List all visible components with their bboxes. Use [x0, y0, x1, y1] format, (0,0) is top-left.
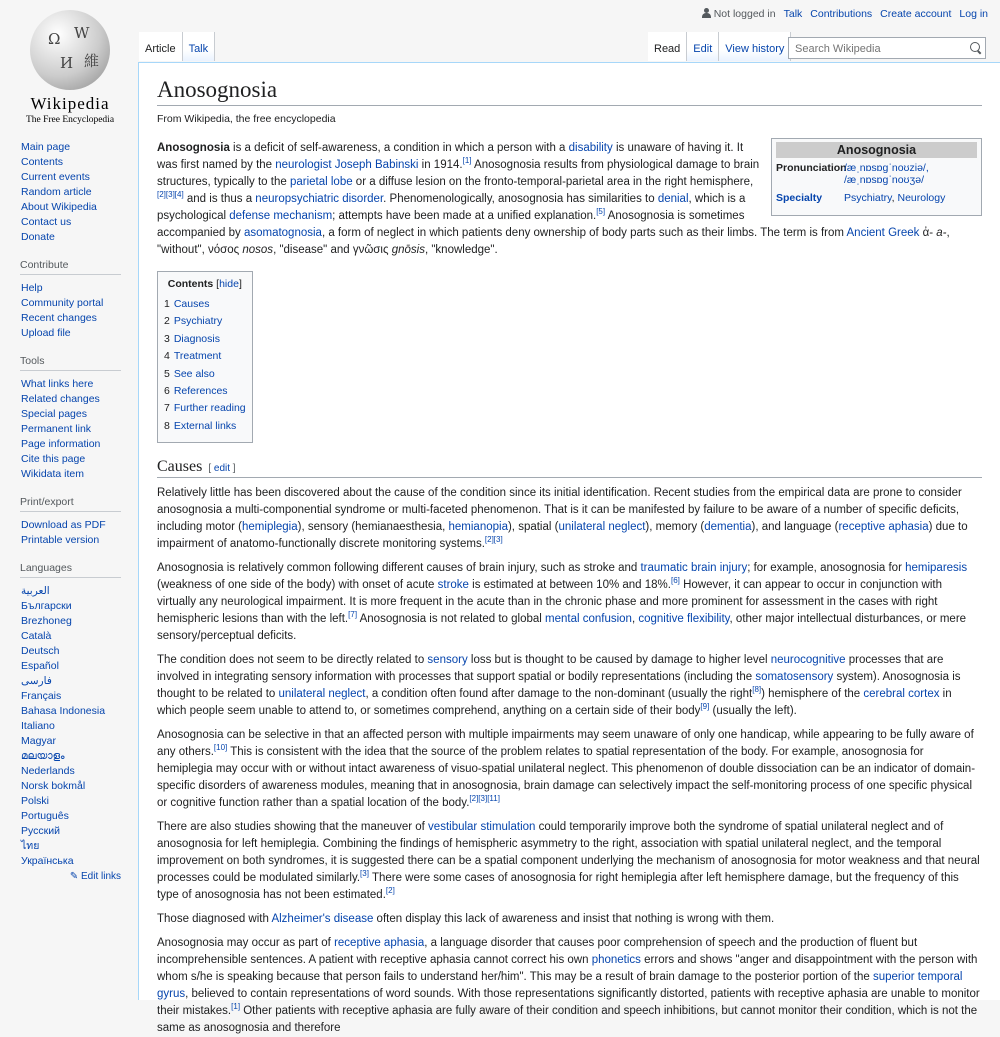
search-input[interactable] [793, 39, 967, 59]
sidebar-item[interactable]: Printable version [21, 534, 100, 546]
paragraph [157, 819, 982, 904]
text-span: ; for example, anosognosia for [747, 562, 906, 575]
infobox [771, 138, 982, 216]
toc-link[interactable]: Psychiatry [173, 315, 223, 328]
toc-item[interactable] [164, 366, 246, 383]
contributions-link[interactable]: Contributions [810, 8, 873, 20]
citation-ref[interactable]: [1] [231, 1002, 241, 1012]
text-span: processes that are involved in integrating sensory information with processes that support spatial or bodily representations (including the [157, 654, 944, 684]
text-span: Relatively little has been discovered about the cause of the condition since its initial identification. Recent studies from the empirical data are prone to consider anosognosia a multi-componential syndrome or multi-faceted phenomenon. That is it can be manifested by failure to be aware of a number of specific deficits, including motor ( [157, 487, 962, 534]
paragraph [157, 727, 982, 812]
text-span: However, it can appear to occur in conjunction with virtually any neurological impairment. It is more frequent in the acute than in the chronic phase and more prominent for assessment in the cases with right hemispheric lesions than with the left. [157, 579, 942, 626]
text-span: (usually the left). [709, 705, 797, 718]
wiki-link[interactable]: neurologist [275, 159, 332, 171]
toc-link[interactable]: Diagnosis [173, 332, 220, 345]
create-account-link[interactable]: Create account [880, 8, 952, 20]
text-span: or a diffuse lesion on the fronto-temporal-parietal area in the right hemisphere, [352, 176, 754, 188]
namespace-tabs [139, 32, 215, 61]
toc-item[interactable] [164, 348, 246, 365]
text-span: Those diagnosed with [157, 913, 272, 926]
text-span: is a deficit of self-awareness, a condition in which a person with a [229, 142, 569, 154]
toc-link[interactable]: Further reading [173, 402, 246, 415]
languages-heading: Languages [20, 562, 121, 578]
wiki-link[interactable]: Joseph Babinski [334, 159, 419, 171]
search-box [788, 37, 986, 59]
site-subtitle: From Wikipedia, the free encyclopedia [157, 113, 336, 125]
wiki-link[interactable]: neurocognitive [770, 654, 846, 667]
wiki-link[interactable]: hemiplegia [242, 521, 298, 534]
text-span: There are also studies showing that the maneuver of [157, 821, 429, 834]
sidebar-item[interactable]: Current events [21, 171, 90, 183]
paragraph [157, 652, 982, 720]
text-span: is estimated at between 10% and 18%. [468, 579, 671, 592]
sidebar-item[interactable]: Upload file [21, 327, 71, 339]
wiki-link[interactable]: denial [657, 193, 689, 205]
sidebar-item[interactable]: Contact us [21, 216, 72, 228]
citation-ref[interactable]: [10] [213, 743, 228, 753]
text-span: ), and language ( [751, 521, 839, 534]
table-of-contents [157, 271, 253, 443]
citation-ref[interactable]: [9] [700, 702, 710, 712]
sidebar-item[interactable]: Cite this page [21, 453, 86, 465]
infobox-title: Anosognosia [776, 142, 977, 158]
wiki-link[interactable]: somatosensory [755, 671, 834, 684]
text-span: Anosognosia is relatively common following different causes of brain injury, such as stroke and [157, 562, 641, 575]
specialty-separator: , [891, 192, 895, 204]
text-span: Anosognosia results from physiological damage to brain structures, typically to the [157, 159, 760, 188]
sidebar-item[interactable]: Community portal [21, 297, 104, 309]
tagline: The Free Encyclopedia [25, 115, 115, 125]
specialty-psychiatry-link[interactable]: Psychiatry [844, 192, 892, 204]
sidebar-item[interactable]: About Wikipedia [21, 201, 97, 213]
text-span: , other major intellectual disturbances, or mere sensory/perceptual deficits. [157, 613, 967, 643]
sidebar-item[interactable]: Related changes [21, 393, 100, 405]
text-span: ; attempts have been made at a unified explanation. [332, 210, 597, 222]
pronunciation-1[interactable]: /æˌnɒsɒɡˈnoʊziə/, [844, 162, 929, 174]
sidebar-languages [21, 562, 121, 882]
toc-list [164, 296, 246, 435]
paragraph [157, 485, 982, 553]
text-span: , a language disorder that causes poor comprehension of speech and the production of fluent but incomprehensible sentences. A patient with receptive aphasia cannot correct his own [157, 937, 918, 967]
sidebar-item[interactable]: العربية [21, 585, 50, 597]
text-span: often display this lack of awareness and insist that nothing is wrong with them. [373, 913, 775, 926]
sidebar-contribute [21, 259, 121, 341]
wiki-link[interactable]: dementia [704, 521, 752, 534]
wiki-link[interactable]: disability [568, 142, 613, 154]
text-span: Anosognosia is not related to global [357, 613, 546, 626]
sidebar-item[interactable]: Wikidata item [21, 468, 85, 480]
sidebar-item[interactable]: Norsk bokmål [21, 780, 86, 792]
wiki-link[interactable]: sensory [427, 654, 468, 667]
toc-number: 3 [164, 332, 170, 345]
citation-ref[interactable]: [6] [670, 576, 680, 586]
text-span: and is thus a [183, 193, 256, 205]
wiki-link[interactable]: hemianopia [448, 521, 508, 534]
sidebar-item[interactable]: فارسی [21, 675, 52, 687]
text-span: , a condition often found after damage to the non-dominant (usually the right [365, 688, 753, 701]
text-span: There were some cases of anosognosia for right hemiplegia after left hemisphere damage, but the frequency of this type of anosognosia has not been estimated. [157, 872, 959, 902]
wiki-link[interactable]: asomatognosia [243, 227, 322, 239]
sidebar-item[interactable]: Recent changes [21, 312, 97, 324]
sidebar-tools [21, 355, 121, 482]
paragraph [157, 560, 982, 645]
wiki-link[interactable]: receptive aphasia [838, 521, 929, 534]
edit-links[interactable]: ✎ Edit links [69, 871, 121, 882]
text-span: , "disease" and γνῶσις [273, 244, 392, 256]
sidebar-print [21, 496, 121, 548]
tab-read[interactable]: Read [648, 32, 687, 61]
citation-ref[interactable]: [2][3][11] [469, 794, 500, 804]
text-span: in 1914. [418, 159, 463, 171]
wiki-link[interactable]: mental confusion [545, 613, 632, 626]
italic-term: gnōsis [391, 244, 425, 256]
view-tabs [648, 32, 791, 61]
wiki-link[interactable]: defense mechanism [229, 210, 333, 222]
citation-ref[interactable]: [3] [360, 869, 369, 879]
wiki-link[interactable]: Ancient Greek [846, 227, 920, 239]
text-span: ἀ- [919, 227, 937, 239]
sidebar-item[interactable]: Deutsch [21, 645, 60, 657]
section-heading-causes: Causes [ edit ] [157, 458, 982, 478]
tab-article[interactable]: Article [139, 32, 183, 61]
wiki-link[interactable]: cognitive flexibility [638, 613, 730, 626]
sidebar-item[interactable]: Permanent link [21, 423, 92, 435]
wiki-link[interactable]: parietal lobe [289, 176, 353, 188]
talk-link[interactable]: Talk [783, 8, 803, 20]
toc-item[interactable] [164, 418, 246, 435]
toc-item[interactable] [164, 400, 246, 417]
wiki-link[interactable]: unilateral neglect [558, 521, 646, 534]
wiki-link[interactable]: hemiparesis [905, 562, 968, 575]
toc-hide-button[interactable]: hide [219, 278, 239, 290]
wiki-link[interactable]: cerebral cortex [863, 688, 940, 701]
sidebar-item[interactable]: Magyar [21, 735, 57, 747]
text-span: , [631, 613, 639, 626]
text-span: in which people seem unable to attend to, or sometimes comprehend, anything on a certain side of their body [157, 688, 952, 718]
toc-number: 6 [164, 385, 170, 398]
edit-section-link[interactable]: edit [213, 463, 231, 475]
wordmark: Wikipedia [30, 94, 110, 113]
wiki-link[interactable]: receptive aphasia [334, 937, 425, 950]
sidebar-item[interactable]: Random article [21, 186, 92, 198]
text-span: . Phenomenologically, anosognosia has similarities to [383, 193, 658, 205]
toc-item[interactable] [164, 331, 246, 348]
toc-item[interactable] [164, 383, 246, 400]
sidebar-item[interactable]: Nederlands [21, 765, 75, 777]
citation-ref[interactable]: [2][3][4] [157, 190, 184, 200]
toc-number: 7 [164, 402, 170, 415]
wiki-link[interactable]: neuropsychiatric disorder [255, 193, 384, 205]
sidebar-item[interactable]: Donate [21, 231, 55, 243]
sidebar-item[interactable]: Download as PDF [21, 519, 106, 531]
sidebar-item[interactable]: Contents [21, 156, 64, 168]
citation-ref[interactable]: [7] [348, 610, 358, 620]
text-span: ), sensory (hemianaesthesia, [297, 521, 449, 534]
citation-ref[interactable]: [2] [385, 886, 395, 896]
sidebar-item[interactable]: Page information [21, 438, 101, 450]
sidebar-item[interactable]: Українська [21, 855, 74, 867]
section-edit: [ edit ] [208, 463, 236, 475]
globe-logo-icon: Ω W И 維 [30, 10, 110, 90]
sidebar-item[interactable]: Italiano [21, 720, 55, 732]
wikipedia-logo[interactable] [18, 10, 122, 125]
wiki-link[interactable]: stroke [437, 579, 469, 592]
not-logged-in: Not logged in [702, 8, 776, 20]
specialty-label[interactable]: Specialty [776, 192, 823, 204]
text-span: ), spatial ( [507, 521, 559, 534]
citation-ref[interactable]: [2][3] [484, 535, 503, 545]
toc-number: 2 [164, 315, 170, 328]
toc-link[interactable]: External links [173, 419, 237, 432]
italic-term: nosos [242, 244, 274, 256]
toc-number: 5 [164, 367, 170, 380]
text-span: This is consistent with the idea that the source of the problem relates to spatial representation of the body. For example, anosognosia for hemiplegia may occur with or without intact awareness of visuo-spatial unilateral neglect. This phenomenon of double dissociation can be an indicator of domain-specific disorders of awareness modules, meaning that in anosognosia, brain damage can selectively impact the self-monitoring process of one specific physical or cognitive function rather than a spatial location of the body. [157, 746, 976, 810]
personal-tools [702, 8, 988, 20]
pronunciation-2[interactable]: /æˌnɒsɒɡˈnoʊʒə/ [844, 174, 924, 186]
contribute-heading: Contribute [20, 259, 121, 275]
text-span: The condition does not seem to be directly related to [157, 654, 428, 667]
toc-number: 8 [164, 419, 170, 432]
sidebar-item[interactable]: What links here [21, 378, 94, 390]
wiki-link[interactable]: unilateral neglect [278, 688, 366, 701]
search-icon[interactable] [970, 42, 980, 52]
sidebar-item[interactable]: Català [21, 630, 52, 642]
toc-item[interactable] [164, 296, 246, 313]
sidebar-item[interactable]: Main page [21, 141, 71, 153]
text-span: could temporarily improve both the syndrome of spatial unilateral neglect and of anosognosia for left hemiplegia. Combining the findings of hemispheric asymmetry to the right, association with spatial unilateral neglect, and the temporal improvement on both syndromes, it is suggested there can be a spatial component underlying the mechanism of anosognosia for motor weakness and that neural processes could be modulated similarly. [157, 821, 980, 885]
log-in-link[interactable]: Log in [959, 8, 988, 20]
user-icon [702, 8, 711, 18]
text-span: Anosognosia can be selective in that an affected person with multiple impairments may seem unaware of only one handicap, while appearing to be fully aware of any others. [157, 729, 974, 759]
bold-term: Anosognosia [157, 142, 230, 154]
specialty-neurology-link[interactable]: Neurology [897, 192, 946, 204]
text-span: , "knowledge". [424, 244, 498, 256]
text-span: Anosognosia is sometimes accompanied by [157, 210, 745, 239]
sidebar-item[interactable]: Brezhoneg [21, 615, 72, 627]
content-area [138, 62, 1000, 1035]
text-span: is unaware of having it. It was first named by the [157, 142, 744, 171]
wiki-link[interactable]: superior temporal gyrus [157, 971, 963, 1001]
text-span: , believed to contain representations of word sounds. With those representations significantly distorted, patients with receptive aphasia are unable to monitor their mistakes. [157, 988, 980, 1018]
text-span: errors and shows "anger and disappointment with the person with whom s/he is speaking because that person fails to understand her/him". This may be a result of brain damage to the posterior portion of the [157, 954, 978, 984]
citation-ref[interactable]: [8] [752, 685, 762, 695]
citation-ref[interactable]: [1] [462, 156, 472, 166]
toc-link[interactable]: Causes [173, 298, 210, 310]
text-span: ), memory ( [645, 521, 705, 534]
text-span: Anosognosia may occur as part of [157, 937, 335, 950]
sidebar-item[interactable]: Português [21, 810, 69, 822]
toc-title: Contents [hide] [167, 278, 242, 290]
sidebar-item[interactable]: Български [21, 600, 72, 612]
toc-number: 4 [164, 350, 170, 363]
text-span: ) hemisphere of the [761, 688, 864, 701]
paragraph [157, 935, 982, 1037]
sidebar-item[interactable]: Help [21, 282, 43, 294]
sidebar-item[interactable]: Español [21, 660, 59, 672]
toc-number: 1 [164, 298, 170, 310]
text-span: (weakness of one side of the body) with onset of acute [157, 579, 438, 592]
text-span: Other patients with receptive aphasia are fully aware of their condition and speech inhibitions, but cannot monitor their condition, which is not the same as anosognosia and therefore [157, 1005, 978, 1035]
sidebar-item[interactable]: Polski [21, 795, 50, 807]
text-span: , which is a psychological [157, 193, 746, 222]
infobox-row-pronunciation [776, 162, 977, 186]
page-title: Anosognosia [157, 77, 982, 106]
sidebar-item[interactable]: Bahasa Indonesia [21, 705, 106, 717]
sidebar [21, 140, 121, 896]
tools-heading: Tools [20, 355, 121, 371]
tab-edit[interactable]: Edit [687, 32, 719, 61]
sidebar-item[interactable]: Special pages [21, 408, 87, 420]
sidebar-item[interactable]: മലയാളം [21, 750, 65, 762]
text-span: , a form of neglect in which patients deny ownership of body parts such as their limbs. The term is from [321, 227, 847, 239]
text-span: system). Anosognosia is thought to be related to [157, 671, 961, 701]
tab-talk[interactable]: Talk [183, 32, 216, 61]
text-span: loss but is thought to be caused by damage to higher level [467, 654, 771, 667]
print-heading: Print/export [20, 496, 121, 512]
wiki-link[interactable]: Alzheimer's disease [271, 913, 374, 926]
toc-link[interactable]: References [173, 385, 228, 398]
toc-link[interactable]: Treatment [173, 350, 222, 363]
sidebar-item[interactable]: Français [21, 690, 62, 702]
text-span: ) due to impairment of anatomo-functionally discrete monitoring systems. [157, 521, 968, 551]
toc-item[interactable] [164, 313, 246, 330]
tab-view-history[interactable]: View history [719, 32, 791, 61]
text-span: , "without", νόσος [157, 227, 950, 256]
wiki-link[interactable]: traumatic brain injury [640, 562, 748, 575]
sidebar-item[interactable]: Русский [21, 825, 60, 837]
italic-term: a- [936, 227, 947, 239]
pronunciation-label: Pronunciation [776, 162, 847, 174]
citation-ref[interactable]: [5] [596, 207, 606, 217]
wiki-link[interactable]: vestibular stimulation [428, 821, 536, 834]
infobox-row-specialty [776, 192, 977, 204]
causes-section [157, 485, 982, 1037]
sidebar-main [21, 140, 121, 245]
paragraph [157, 911, 982, 928]
sidebar-item[interactable]: ไทย [21, 840, 40, 852]
toc-link[interactable]: See also [173, 367, 215, 380]
wiki-link[interactable]: phonetics [591, 954, 641, 967]
